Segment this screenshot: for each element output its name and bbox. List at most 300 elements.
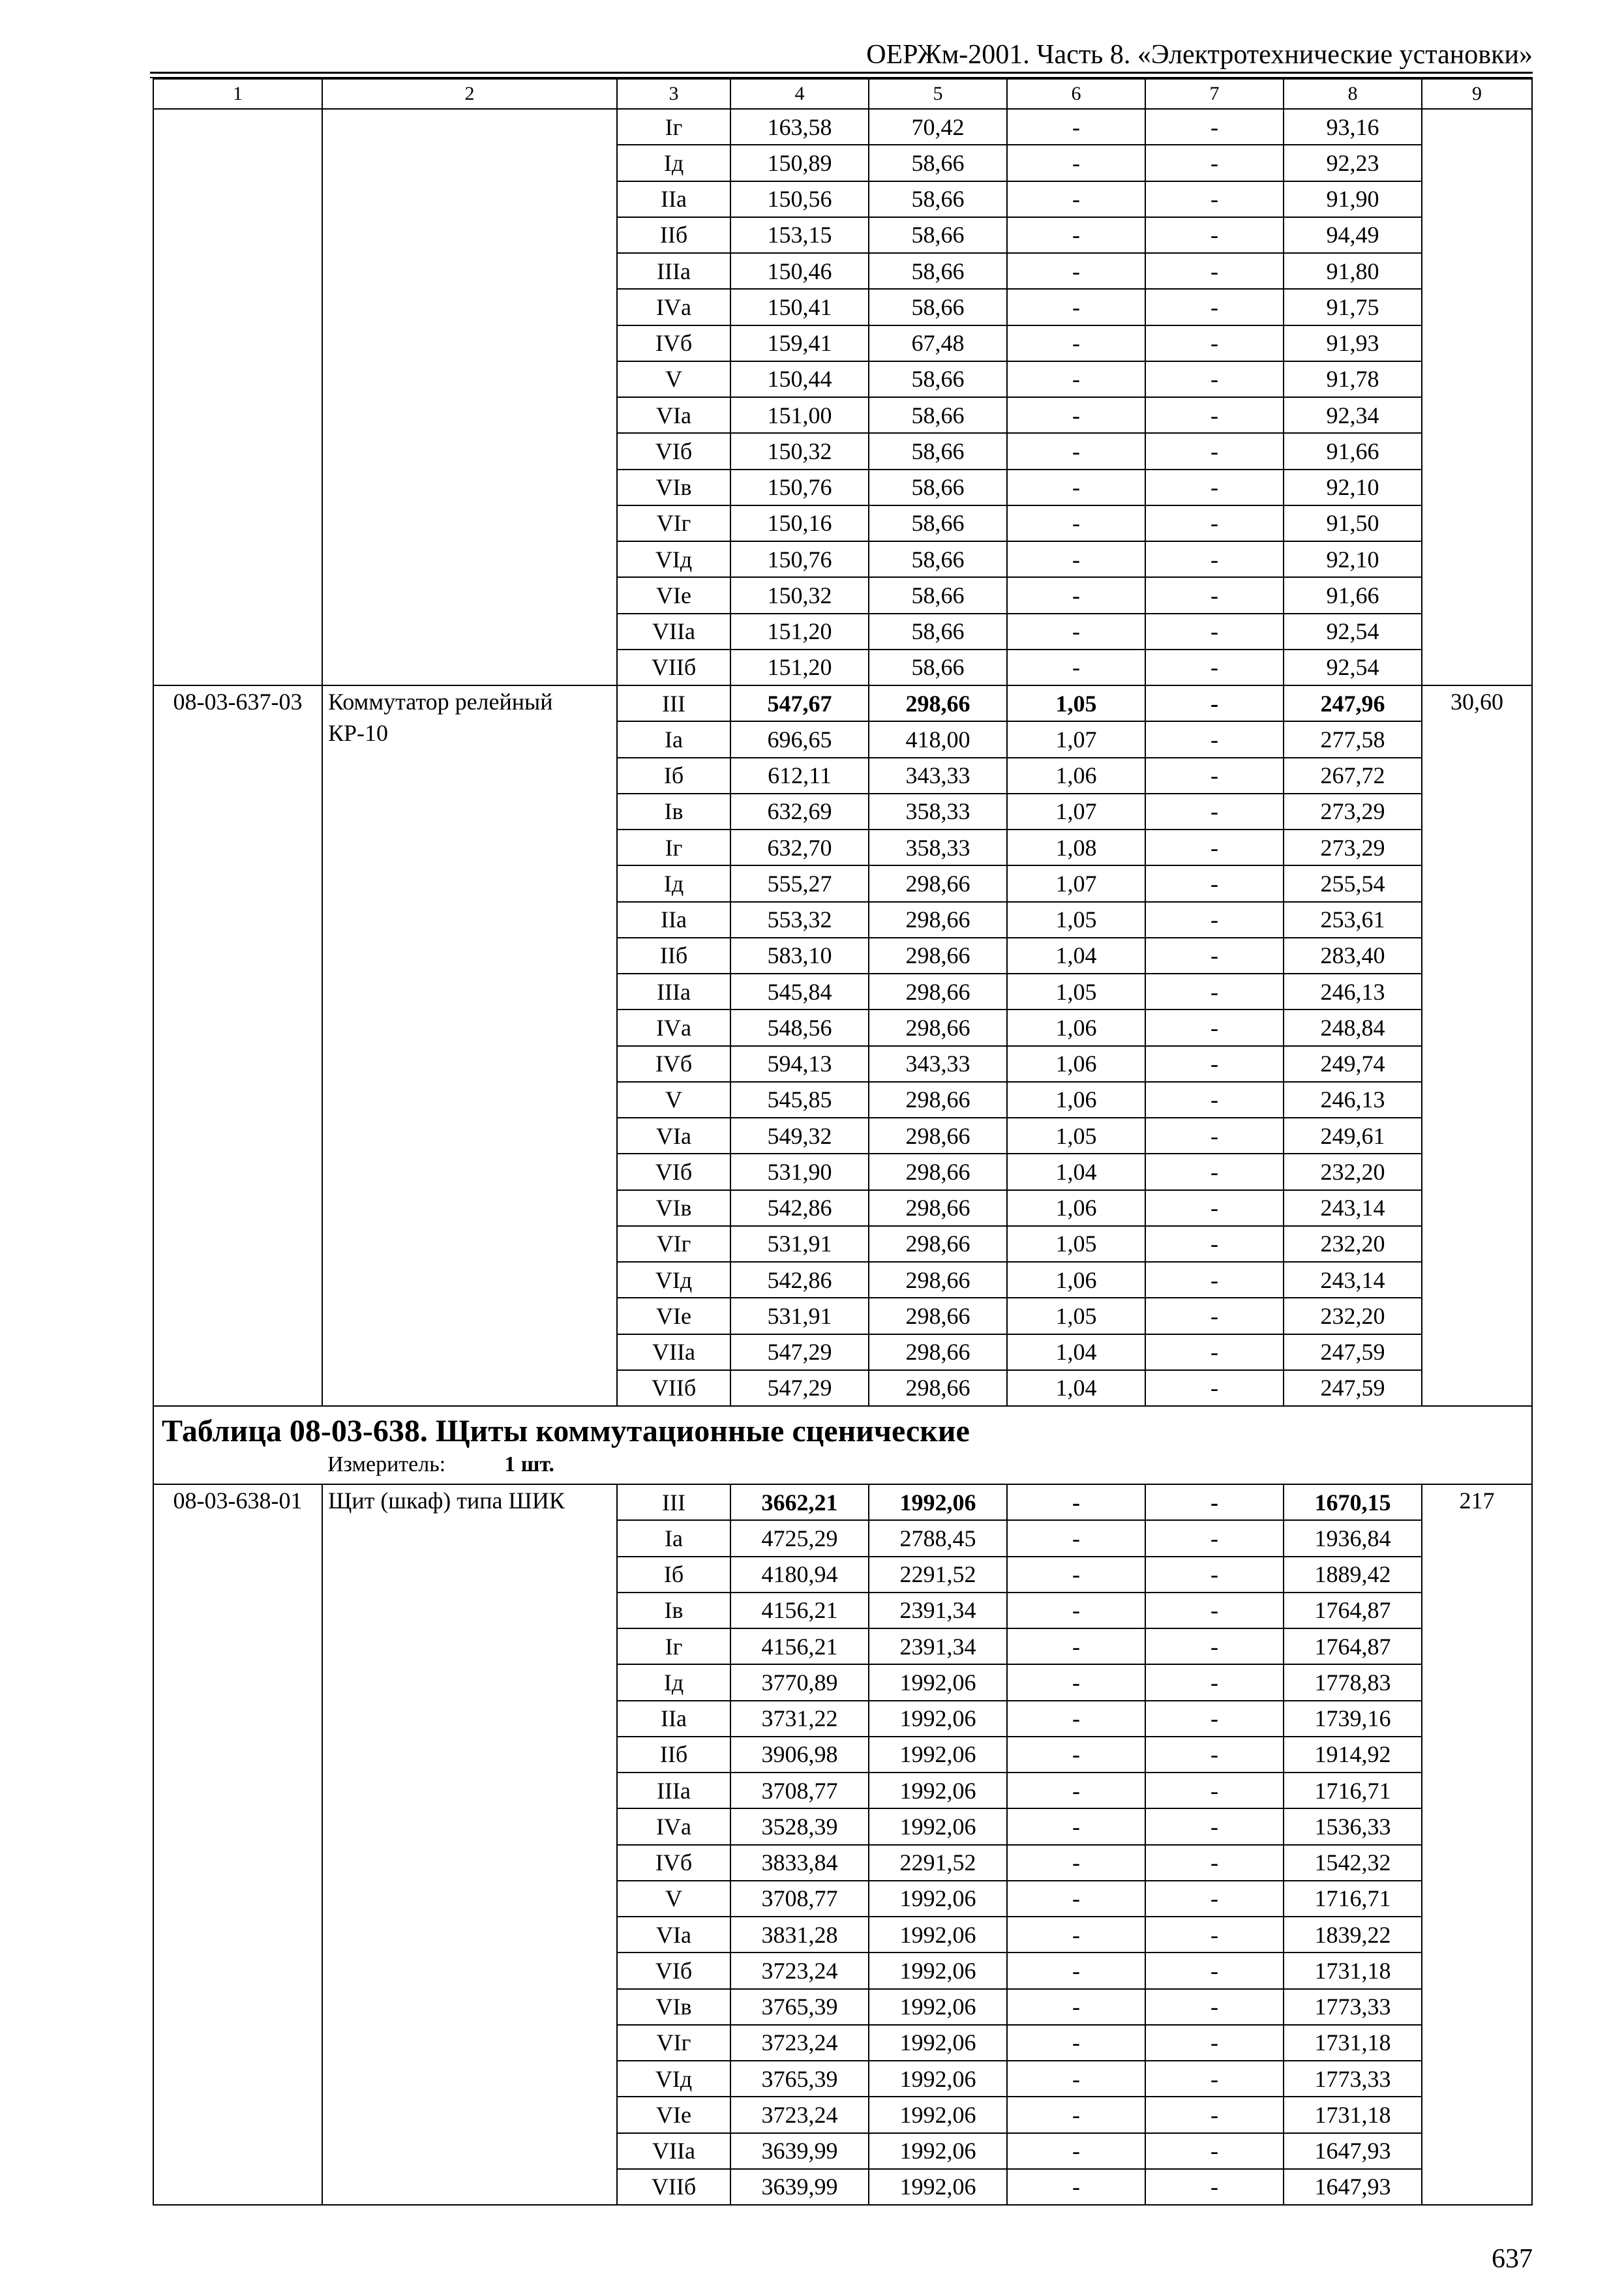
- zone-cell: IIб: [617, 938, 730, 974]
- wages-cell: 58,66: [869, 289, 1007, 325]
- materials-cell: 1764,87: [1284, 1593, 1422, 1628]
- materials-cell: 92,23: [1284, 145, 1422, 181]
- machines-cell: -: [1007, 1989, 1145, 2025]
- zone-cell: VIв: [617, 1190, 730, 1226]
- machines-cell: -: [1007, 1484, 1145, 1520]
- wages-cell: 58,66: [869, 505, 1007, 541]
- machines-cell: -: [1007, 2169, 1145, 2205]
- measure-unit: 1 шт.: [504, 1452, 555, 1476]
- materials-cell: 267,72: [1284, 758, 1422, 794]
- machines-cell: -: [1007, 541, 1145, 577]
- materials-cell: 1778,83: [1284, 1664, 1422, 1700]
- materials-cell: 92,54: [1284, 614, 1422, 650]
- machines-cell: 1,07: [1007, 794, 1145, 830]
- machines-cell: 1,05: [1007, 974, 1145, 1010]
- total-cost-cell: 150,32: [730, 577, 869, 613]
- total-cost-cell: 150,46: [730, 253, 869, 289]
- wages-cell: 298,66: [869, 1010, 1007, 1045]
- materials-cell: 1647,93: [1284, 2133, 1422, 2169]
- machine-wages-cell: -: [1145, 865, 1284, 901]
- wages-cell: 58,66: [869, 145, 1007, 181]
- zone-cell: VIIа: [617, 2133, 730, 2169]
- machines-cell: -: [1007, 289, 1145, 325]
- materials-cell: 1536,33: [1284, 1808, 1422, 1844]
- table-row: [153, 1484, 1532, 1520]
- rate-name: [322, 109, 617, 685]
- table-title-cell: [153, 1406, 1532, 1484]
- zone-cell: VIб: [617, 433, 730, 469]
- zone-cell: III: [617, 685, 730, 721]
- machines-cell: -: [1007, 1917, 1145, 1952]
- total-cost-cell: 150,41: [730, 289, 869, 325]
- materials-cell: 246,13: [1284, 974, 1422, 1010]
- wages-cell: 298,66: [869, 1298, 1007, 1334]
- materials-cell: 249,61: [1284, 1118, 1422, 1154]
- materials-cell: 93,16: [1284, 109, 1422, 145]
- wages-cell: 58,66: [869, 217, 1007, 253]
- materials-cell: 232,20: [1284, 1154, 1422, 1189]
- machine-wages-cell: -: [1145, 938, 1284, 974]
- wages-cell: 298,66: [869, 1334, 1007, 1370]
- wages-cell: 1992,06: [869, 1989, 1007, 2025]
- machine-wages-cell: -: [1145, 2169, 1284, 2205]
- materials-cell: 1914,92: [1284, 1737, 1422, 1773]
- materials-cell: 1731,18: [1284, 1952, 1422, 1988]
- total-cost-cell: 531,90: [730, 1154, 869, 1189]
- zone-cell: VIIб: [617, 2169, 730, 2205]
- wages-cell: 343,33: [869, 758, 1007, 794]
- machines-cell: 1,05: [1007, 685, 1145, 721]
- machine-wages-cell: -: [1145, 109, 1284, 145]
- machine-wages-cell: -: [1145, 1628, 1284, 1664]
- table-row: [153, 109, 1532, 145]
- materials-cell: 248,84: [1284, 1010, 1422, 1045]
- machines-cell: -: [1007, 505, 1145, 541]
- total-cost-cell: 150,44: [730, 361, 869, 397]
- materials-cell: 243,14: [1284, 1262, 1422, 1298]
- zone-cell: Iа: [617, 721, 730, 757]
- zone-cell: VIд: [617, 541, 730, 577]
- wages-cell: 1992,06: [869, 1664, 1007, 1700]
- wages-cell: 1992,06: [869, 1484, 1007, 1520]
- materials-cell: 1731,18: [1284, 2025, 1422, 2061]
- rate-name: Щит (шкаф) типа ШИК: [322, 1484, 617, 2205]
- wages-cell: 58,66: [869, 181, 1007, 217]
- zone-cell: IIб: [617, 217, 730, 253]
- machine-wages-cell: -: [1145, 2025, 1284, 2061]
- machine-wages-cell: -: [1145, 1154, 1284, 1189]
- rate-name: Коммутатор релейный КР-10: [322, 685, 617, 1406]
- wages-cell: 1992,06: [869, 1881, 1007, 1917]
- machine-wages-cell: -: [1145, 1917, 1284, 1952]
- wages-cell: 1992,06: [869, 1737, 1007, 1773]
- zone-cell: IIIа: [617, 1773, 730, 1808]
- total-cost-cell: 594,13: [730, 1046, 869, 1082]
- machines-cell: -: [1007, 1701, 1145, 1737]
- wages-cell: 2291,52: [869, 1845, 1007, 1881]
- machine-wages-cell: -: [1145, 721, 1284, 757]
- wages-cell: 1992,06: [869, 2025, 1007, 2061]
- machine-wages-cell: -: [1145, 1593, 1284, 1628]
- wages-cell: 298,66: [869, 865, 1007, 901]
- machine-wages-cell: -: [1145, 2097, 1284, 2132]
- wages-cell: 1992,06: [869, 1773, 1007, 1808]
- column-number: 4: [730, 79, 869, 109]
- machines-cell: -: [1007, 1881, 1145, 1917]
- machines-cell: -: [1007, 1557, 1145, 1593]
- wages-cell: 358,33: [869, 794, 1007, 830]
- wages-cell: 58,66: [869, 397, 1007, 433]
- zone-cell: Iг: [617, 109, 730, 145]
- wages-cell: 298,66: [869, 902, 1007, 938]
- zone-cell: Iв: [617, 794, 730, 830]
- zone-cell: V: [617, 361, 730, 397]
- machine-wages-cell: -: [1145, 1190, 1284, 1226]
- zone-cell: IVа: [617, 289, 730, 325]
- materials-cell: 1647,93: [1284, 2169, 1422, 2205]
- machines-cell: 1,05: [1007, 1118, 1145, 1154]
- wages-cell: 1992,06: [869, 2061, 1007, 2097]
- machines-cell: 1,05: [1007, 1298, 1145, 1334]
- wages-cell: 2391,34: [869, 1628, 1007, 1664]
- machine-wages-cell: -: [1145, 181, 1284, 217]
- wages-cell: 1992,06: [869, 1917, 1007, 1952]
- machine-wages-cell: -: [1145, 1370, 1284, 1406]
- total-cost-cell: 548,56: [730, 1010, 869, 1045]
- machines-cell: 1,04: [1007, 1370, 1145, 1406]
- column-numbers-row: [153, 79, 1532, 109]
- materials-cell: 1739,16: [1284, 1701, 1422, 1737]
- machines-cell: 1,06: [1007, 1046, 1145, 1082]
- wages-cell: 1992,06: [869, 2169, 1007, 2205]
- machines-cell: -: [1007, 1628, 1145, 1664]
- machines-cell: -: [1007, 1773, 1145, 1808]
- materials-cell: 1839,22: [1284, 1917, 1422, 1952]
- wages-cell: 298,66: [869, 1118, 1007, 1154]
- labor-cost: [1422, 109, 1532, 685]
- materials-cell: 1773,33: [1284, 1989, 1422, 2025]
- machines-cell: -: [1007, 577, 1145, 613]
- materials-cell: 232,20: [1284, 1226, 1422, 1262]
- total-cost-cell: 3833,84: [730, 1845, 869, 1881]
- wages-cell: 298,66: [869, 1262, 1007, 1298]
- machine-wages-cell: -: [1145, 2133, 1284, 2169]
- column-number: 8: [1284, 79, 1422, 109]
- materials-cell: 1889,42: [1284, 1557, 1422, 1593]
- machine-wages-cell: -: [1145, 470, 1284, 505]
- wages-cell: 2391,34: [869, 1593, 1007, 1628]
- zone-cell: VIа: [617, 1118, 730, 1154]
- materials-cell: 91,80: [1284, 253, 1422, 289]
- zone-cell: Iг: [617, 1628, 730, 1664]
- zone-cell: Iа: [617, 1520, 730, 1556]
- materials-cell: 91,90: [1284, 181, 1422, 217]
- machines-cell: -: [1007, 145, 1145, 181]
- machines-cell: -: [1007, 614, 1145, 650]
- total-cost-cell: 547,29: [730, 1334, 869, 1370]
- zone-cell: VIа: [617, 397, 730, 433]
- wages-cell: 2788,45: [869, 1520, 1007, 1556]
- zone-cell: VIIа: [617, 1334, 730, 1370]
- machines-cell: -: [1007, 1664, 1145, 1700]
- table-title: Таблица 08-03-638. Щиты коммутационные сценические: [162, 1414, 970, 1448]
- rates-table: [153, 78, 1533, 2206]
- wages-cell: 58,66: [869, 650, 1007, 685]
- zone-cell: IVб: [617, 1046, 730, 1082]
- machine-wages-cell: -: [1145, 902, 1284, 938]
- materials-cell: 91,66: [1284, 433, 1422, 469]
- machine-wages-cell: -: [1145, 505, 1284, 541]
- total-cost-cell: 632,69: [730, 794, 869, 830]
- total-cost-cell: 3723,24: [730, 2025, 869, 2061]
- zone-cell: VIIа: [617, 614, 730, 650]
- machine-wages-cell: -: [1145, 1808, 1284, 1844]
- total-cost-cell: 531,91: [730, 1298, 869, 1334]
- zone-cell: IIа: [617, 1701, 730, 1737]
- total-cost-cell: 4725,29: [730, 1520, 869, 1556]
- machines-cell: -: [1007, 253, 1145, 289]
- zone-cell: VIб: [617, 1952, 730, 1988]
- materials-cell: 1542,32: [1284, 1845, 1422, 1881]
- total-cost-cell: 696,65: [730, 721, 869, 757]
- zone-cell: VIIб: [617, 650, 730, 685]
- wages-cell: 298,66: [869, 1154, 1007, 1189]
- zone-cell: Iб: [617, 758, 730, 794]
- machine-wages-cell: -: [1145, 685, 1284, 721]
- materials-cell: 277,58: [1284, 721, 1422, 757]
- total-cost-cell: 3662,21: [730, 1484, 869, 1520]
- machines-cell: -: [1007, 2025, 1145, 2061]
- total-cost-cell: 3639,99: [730, 2169, 869, 2205]
- total-cost-cell: 531,91: [730, 1226, 869, 1262]
- machines-cell: 1,07: [1007, 721, 1145, 757]
- machine-wages-cell: -: [1145, 541, 1284, 577]
- materials-cell: 92,54: [1284, 650, 1422, 685]
- materials-cell: 92,10: [1284, 470, 1422, 505]
- machines-cell: 1,06: [1007, 1010, 1145, 1045]
- zone-cell: IIIа: [617, 253, 730, 289]
- materials-cell: 283,40: [1284, 938, 1422, 974]
- zone-cell: IIа: [617, 181, 730, 217]
- wages-cell: 358,33: [869, 830, 1007, 865]
- machine-wages-cell: -: [1145, 433, 1284, 469]
- total-cost-cell: 3708,77: [730, 1773, 869, 1808]
- column-number: 7: [1145, 79, 1284, 109]
- running-header: ОЕРЖм-2001. Часть 8. «Электротехнические установки»: [866, 40, 1533, 70]
- total-cost-cell: 150,56: [730, 181, 869, 217]
- header-rule: [150, 72, 1533, 74]
- total-cost-cell: 545,84: [730, 974, 869, 1010]
- wages-cell: 1992,06: [869, 1808, 1007, 1844]
- total-cost-cell: 151,20: [730, 614, 869, 650]
- column-number: 9: [1422, 79, 1532, 109]
- total-cost-cell: 159,41: [730, 325, 869, 361]
- column-number: 5: [869, 79, 1007, 109]
- machine-wages-cell: -: [1145, 1298, 1284, 1334]
- machines-cell: -: [1007, 433, 1145, 469]
- machine-wages-cell: -: [1145, 217, 1284, 253]
- wages-cell: 58,66: [869, 433, 1007, 469]
- machines-cell: -: [1007, 2097, 1145, 2132]
- materials-cell: 91,78: [1284, 361, 1422, 397]
- total-cost-cell: 151,20: [730, 650, 869, 685]
- zone-cell: VIб: [617, 1154, 730, 1189]
- total-cost-cell: 632,70: [730, 830, 869, 865]
- total-cost-cell: 3731,22: [730, 1701, 869, 1737]
- zone-cell: VIг: [617, 1226, 730, 1262]
- materials-cell: 243,14: [1284, 1190, 1422, 1226]
- materials-cell: 232,20: [1284, 1298, 1422, 1334]
- wages-cell: 67,48: [869, 325, 1007, 361]
- machines-cell: 1,04: [1007, 1334, 1145, 1370]
- wages-cell: 58,66: [869, 577, 1007, 613]
- materials-cell: 91,93: [1284, 325, 1422, 361]
- machine-wages-cell: -: [1145, 1989, 1284, 2025]
- materials-cell: 91,66: [1284, 577, 1422, 613]
- total-cost-cell: 3723,24: [730, 1952, 869, 1988]
- machine-wages-cell: -: [1145, 1262, 1284, 1298]
- machine-wages-cell: -: [1145, 1701, 1284, 1737]
- machines-cell: 1,05: [1007, 1226, 1145, 1262]
- machine-wages-cell: -: [1145, 1484, 1284, 1520]
- wages-cell: 298,66: [869, 974, 1007, 1010]
- wages-cell: 58,66: [869, 614, 1007, 650]
- machine-wages-cell: -: [1145, 1046, 1284, 1082]
- machines-cell: 1,05: [1007, 902, 1145, 938]
- materials-cell: 1716,71: [1284, 1773, 1422, 1808]
- zone-cell: VIд: [617, 1262, 730, 1298]
- zone-cell: Iг: [617, 830, 730, 865]
- machine-wages-cell: -: [1145, 830, 1284, 865]
- materials-cell: 94,49: [1284, 217, 1422, 253]
- zone-cell: Iб: [617, 1557, 730, 1593]
- total-cost-cell: 150,76: [730, 541, 869, 577]
- machines-cell: -: [1007, 1737, 1145, 1773]
- zone-cell: VIIб: [617, 1370, 730, 1406]
- materials-cell: 92,34: [1284, 397, 1422, 433]
- machines-cell: 1,06: [1007, 1082, 1145, 1118]
- materials-cell: 249,74: [1284, 1046, 1422, 1082]
- machines-cell: -: [1007, 1520, 1145, 1556]
- total-cost-cell: 3770,89: [730, 1664, 869, 1700]
- machine-wages-cell: -: [1145, 794, 1284, 830]
- page-number: 637: [1492, 2244, 1533, 2274]
- machines-cell: 1,06: [1007, 1262, 1145, 1298]
- total-cost-cell: 3906,98: [730, 1737, 869, 1773]
- labor-cost: 30,60: [1422, 685, 1532, 1406]
- wages-cell: 298,66: [869, 1370, 1007, 1406]
- machine-wages-cell: -: [1145, 325, 1284, 361]
- materials-cell: 1716,71: [1284, 1881, 1422, 1917]
- machine-wages-cell: -: [1145, 974, 1284, 1010]
- total-cost-cell: 3831,28: [730, 1917, 869, 1952]
- total-cost-cell: 150,32: [730, 433, 869, 469]
- wages-cell: 1992,06: [869, 2097, 1007, 2132]
- zone-cell: IIIа: [617, 974, 730, 1010]
- machine-wages-cell: -: [1145, 1737, 1284, 1773]
- machine-wages-cell: -: [1145, 1881, 1284, 1917]
- machine-wages-cell: -: [1145, 1952, 1284, 1988]
- wages-cell: 2291,52: [869, 1557, 1007, 1593]
- zone-cell: IIа: [617, 902, 730, 938]
- machines-cell: 1,04: [1007, 1154, 1145, 1189]
- machine-wages-cell: -: [1145, 1118, 1284, 1154]
- machines-cell: -: [1007, 325, 1145, 361]
- zone-cell: Iд: [617, 145, 730, 181]
- machines-cell: -: [1007, 361, 1145, 397]
- machines-cell: -: [1007, 1593, 1145, 1628]
- zone-cell: VIв: [617, 1989, 730, 2025]
- machines-cell: -: [1007, 109, 1145, 145]
- total-cost-cell: 3765,39: [730, 2061, 869, 2097]
- materials-cell: 273,29: [1284, 830, 1422, 865]
- materials-cell: 92,10: [1284, 541, 1422, 577]
- machines-cell: -: [1007, 1952, 1145, 1988]
- zone-cell: VIе: [617, 2097, 730, 2132]
- total-cost-cell: 150,89: [730, 145, 869, 181]
- total-cost-cell: 583,10: [730, 938, 869, 974]
- column-number: 6: [1007, 79, 1145, 109]
- zone-cell: VIв: [617, 470, 730, 505]
- total-cost-cell: 4156,21: [730, 1593, 869, 1628]
- total-cost-cell: 163,58: [730, 109, 869, 145]
- machines-cell: -: [1007, 217, 1145, 253]
- materials-cell: 1731,18: [1284, 2097, 1422, 2132]
- zone-cell: IVа: [617, 1808, 730, 1844]
- machine-wages-cell: -: [1145, 1773, 1284, 1808]
- wages-cell: 418,00: [869, 721, 1007, 757]
- materials-cell: 91,75: [1284, 289, 1422, 325]
- total-cost-cell: 4180,94: [730, 1557, 869, 1593]
- wages-cell: 298,66: [869, 1082, 1007, 1118]
- machine-wages-cell: -: [1145, 1082, 1284, 1118]
- total-cost-cell: 3723,24: [730, 2097, 869, 2132]
- machine-wages-cell: -: [1145, 1010, 1284, 1045]
- materials-cell: 1773,33: [1284, 2061, 1422, 2097]
- zone-cell: IVб: [617, 325, 730, 361]
- machine-wages-cell: -: [1145, 577, 1284, 613]
- materials-cell: 91,50: [1284, 505, 1422, 541]
- measure-label: Измеритель:: [327, 1452, 446, 1476]
- zone-cell: VIе: [617, 577, 730, 613]
- wages-cell: 298,66: [869, 1226, 1007, 1262]
- total-cost-cell: 3708,77: [730, 1881, 869, 1917]
- materials-cell: 1764,87: [1284, 1628, 1422, 1664]
- wages-cell: 58,66: [869, 361, 1007, 397]
- table-row: [153, 685, 1532, 721]
- materials-cell: 273,29: [1284, 794, 1422, 830]
- machine-wages-cell: -: [1145, 289, 1284, 325]
- machine-wages-cell: -: [1145, 145, 1284, 181]
- zone-cell: V: [617, 1082, 730, 1118]
- materials-cell: 1670,15: [1284, 1484, 1422, 1520]
- wages-cell: 343,33: [869, 1046, 1007, 1082]
- measure-line: [162, 1451, 1524, 1478]
- wages-cell: 1992,06: [869, 1701, 1007, 1737]
- materials-cell: 247,59: [1284, 1334, 1422, 1370]
- zone-cell: VIе: [617, 1298, 730, 1334]
- materials-cell: 253,61: [1284, 902, 1422, 938]
- materials-cell: 1936,84: [1284, 1520, 1422, 1556]
- zone-cell: III: [617, 1484, 730, 1520]
- machine-wages-cell: -: [1145, 361, 1284, 397]
- column-number: 2: [322, 79, 617, 109]
- total-cost-cell: 3765,39: [730, 1989, 869, 2025]
- rate-code: 08-03-638-01: [153, 1484, 322, 2205]
- zone-cell: VIа: [617, 1917, 730, 1952]
- total-cost-cell: 153,15: [730, 217, 869, 253]
- total-cost-cell: 547,67: [730, 685, 869, 721]
